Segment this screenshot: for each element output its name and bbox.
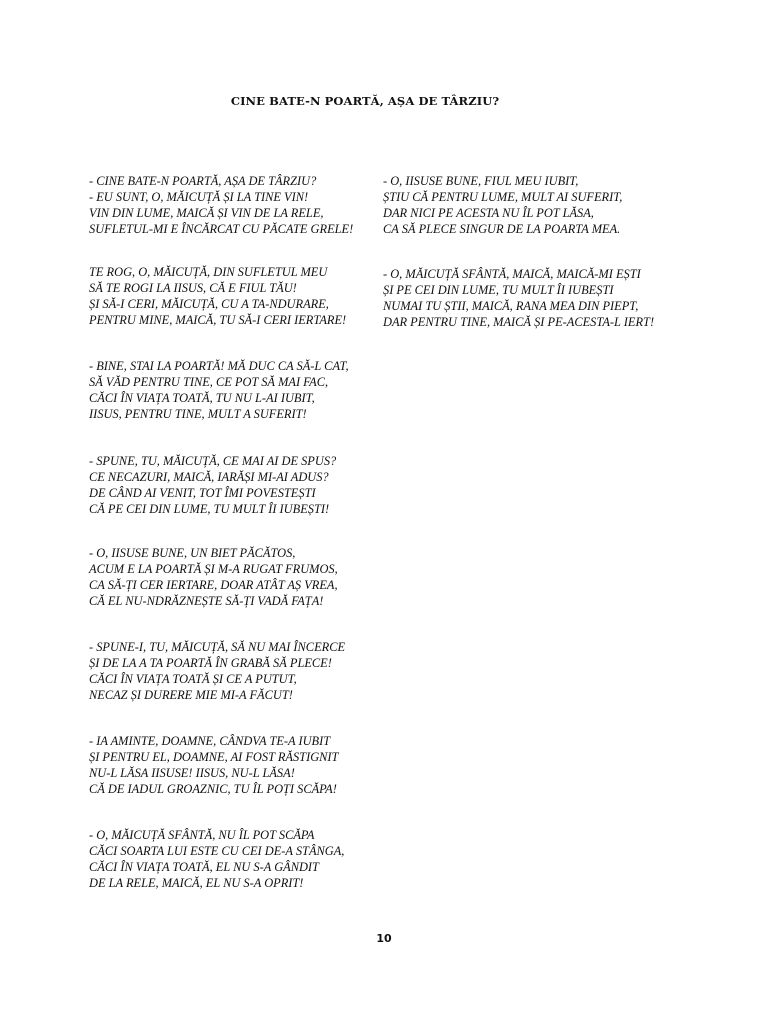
verse-line: ȘI PE CEI DIN LUME, TU MULT ÎI IUBEȘTI — [383, 283, 614, 297]
stanza — [383, 173, 683, 237]
verse-line: - IA AMINTE, DOAMNE, CÂNDVA TE-A IUBIT — [89, 734, 331, 748]
stanza — [89, 827, 389, 891]
poem-title: CINE BATE-N POARTĂ, AȘA DE TÂRZIU? — [230, 94, 500, 108]
verse-line: - SPUNE-I, TU, MĂICUȚĂ, SĂ NU MAI ÎNCERCE — [89, 640, 346, 654]
verse-line: - O, IISUSE BUNE, FIUL MEU IUBIT, — [383, 174, 579, 188]
verse-line: CĂCI ÎN VIAȚA TOATĂ, TU NU L-AI IUBIT, — [89, 391, 315, 405]
verse-line: CA SĂ PLECE SINGUR DE LA POARTA MEA. — [383, 222, 621, 236]
verse-line: - CINE BATE-N POARTĂ, AȘA DE TÂRZIU? — [89, 174, 317, 188]
stanza — [383, 266, 683, 330]
verse-line: - O, MĂICUȚĂ SFÂNTĂ, MAICĂ, MAICĂ-MI EȘTI — [383, 267, 641, 281]
verse-line: NUMAI TU ȘTII, MAICĂ, RANA MEA DIN PIEPT, — [383, 299, 639, 313]
stanza — [89, 453, 389, 517]
stanza — [89, 639, 389, 703]
verse-line: DAR NICI PE ACESTA NU ÎL POT LĂSA, — [383, 206, 594, 220]
verse-line: ȘI PENTRU EL, DOAMNE, AI FOST RĂSTIGNIT — [89, 750, 339, 764]
verse-line: IISUS, PENTRU TINE, MULT A SUFERIT! — [89, 407, 307, 421]
verse-line: CĂ DE IADUL GROAZNIC, TU ÎL POȚI SCĂPA! — [89, 782, 337, 796]
verse-line: NECAZ ȘI DURERE MIE MI-A FĂCUT! — [89, 688, 293, 702]
verse-line: VIN DIN LUME, MAICĂ ȘI VIN DE LA RELE, — [89, 206, 324, 220]
verse-line: NU-L LĂSA IISUSE! IISUS, NU-L LĂSA! — [89, 766, 295, 780]
verse-line: SUFLETUL-MI E ÎNCĂRCAT CU PĂCATE GRELE! — [89, 222, 354, 236]
page-number: 10 — [376, 932, 392, 945]
verse-line: CA SĂ-ȚI CER IERTARE, DOAR ATÂT AȘ VREA, — [89, 578, 338, 592]
verse-line: - O, IISUSE BUNE, UN BIET PĂCĂTOS, — [89, 546, 296, 560]
verse-line: ȘI SĂ-I CERI, MĂICUȚĂ, CU A TA-NDURARE, — [89, 297, 329, 311]
verse-line: - O, MĂICUȚĂ SFÂNTĂ, NU ÎL POT SCĂPA — [89, 828, 315, 842]
verse-line: SĂ TE ROGI LA IISUS, CĂ E FIUL TĂU! — [89, 281, 297, 295]
verse-line: CĂCI ÎN VIAȚA TOATĂ, EL NU S-A GÂNDIT — [89, 860, 319, 874]
stanza — [89, 545, 389, 609]
verse-line: DE LA RELE, MAICĂ, EL NU S-A OPRIT! — [89, 876, 304, 890]
verse-line: CĂ PE CEI DIN LUME, TU MULT ÎI IUBEȘTI! — [89, 502, 330, 516]
verse-line: CĂCI SOARTA LUI ESTE CU CEI DE-A STÂNGA, — [89, 844, 345, 858]
stanza — [89, 264, 389, 328]
verse-line: CĂ EL NU-NDRĂZNEȘTE SĂ-ȚI VADĂ FAȚA! — [89, 594, 324, 608]
stanza — [89, 358, 389, 422]
verse-line: CE NECAZURI, MAICĂ, IARĂȘI MI-AI ADUS? — [89, 470, 329, 484]
verse-line: - EU SUNT, O, MĂICUȚĂ ȘI LA TINE VIN! — [89, 190, 309, 204]
stanza — [89, 173, 389, 237]
verse-line: - SPUNE, TU, MĂICUȚĂ, CE MAI AI DE SPUS? — [89, 454, 337, 468]
verse-line: DAR PENTRU TINE, MAICĂ ȘI PE-ACESTA-L IERT! — [383, 315, 655, 329]
verse-line: SĂ VĂD PENTRU TINE, CE POT SĂ MAI FAC, — [89, 375, 329, 389]
verse-line: CĂCI ÎN VIAȚA TOATĂ ȘI CE A PUTUT, — [89, 672, 297, 686]
verse-line: - BINE, STAI LA POARTĂ! MĂ DUC CA SĂ-L CAT, — [89, 359, 349, 373]
verse-line: ACUM E LA POARTĂ ȘI M-A RUGAT FRUMOS, — [89, 562, 338, 576]
verse-line: PENTRU MINE, MAICĂ, TU SĂ-I CERI IERTARE! — [89, 313, 347, 327]
verse-line: DE CÂND AI VENIT, TOT ÎMI POVESTEȘTI — [89, 486, 316, 500]
verse-line: ȘTIU CĂ PENTRU LUME, MULT AI SUFERIT, — [383, 190, 623, 204]
verse-line: ȘI DE LA A TA POARTĂ ÎN GRABĂ SĂ PLECE! — [89, 656, 332, 670]
verse-line: TE ROG, O, MĂICUȚĂ, DIN SUFLETUL MEU — [89, 265, 328, 279]
stanza — [89, 733, 389, 797]
